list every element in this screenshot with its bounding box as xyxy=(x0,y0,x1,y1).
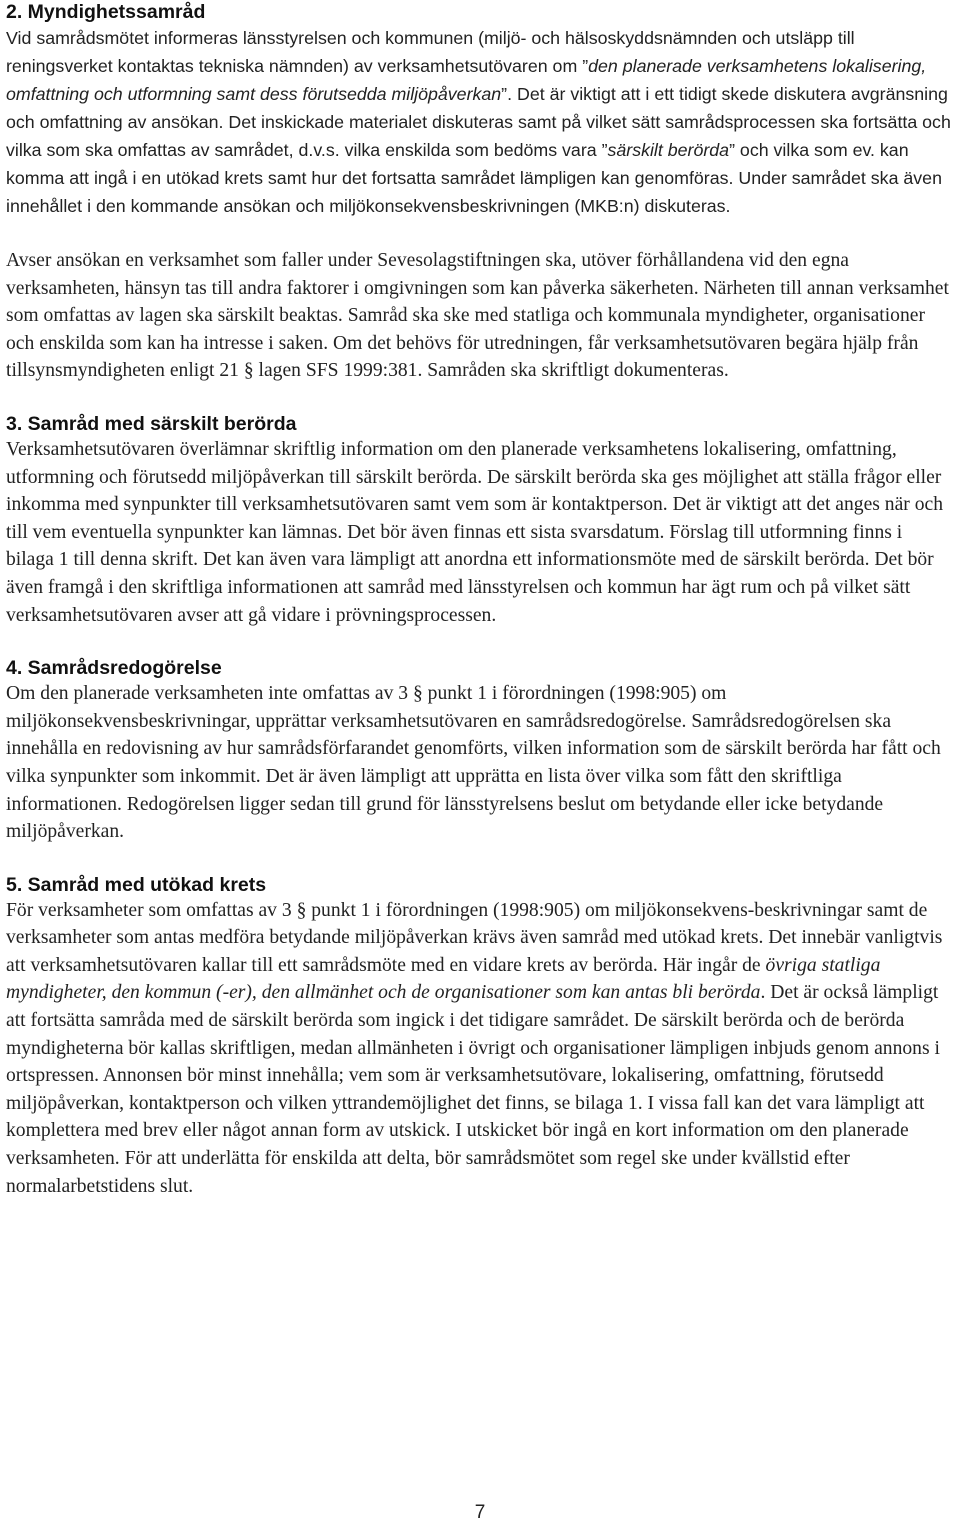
section-heading: 4. Samrådsredogörelse xyxy=(6,657,222,680)
section-heading: 2. Myndighetssamråd xyxy=(6,1,206,23)
document-page xyxy=(6,0,952,1200)
paragraph xyxy=(6,24,952,220)
italic-text-run: övriga statliga myndigheter, den kommun (-er), den allmänhet och de organisationer som kan antas bli berörda xyxy=(6,954,881,1004)
section-heading: 5. Samråd med utökad krets xyxy=(6,873,267,896)
text-run: Avser ansökan en verksamhet som faller under Sevesolagstiftningen ska, utöver förhållandena vid den egna verksamheten, hänsyn tas till andra faktorer i omgivningen som kan påverka säkerheten. Närheten till annan verksamhet som omfattas av lagen ska särskilt beaktas. Samråd ska ske med statliga och kommunala myndigheter, organisationer och enskilda som kan ha intresse i saken. Om det behövs för utredningen, får verksamhetsutövaren begära hjälp från tillsynsmyndigheten enligt 21 § lagen SFS 1999:381. Samråden ska skriftligt dokumenteras. xyxy=(6,250,949,382)
spacer xyxy=(6,385,952,412)
page-number: 7 xyxy=(474,1502,486,1523)
paragraph xyxy=(6,247,952,385)
text-run: Verksamhetsutövaren överlämnar skriftlig information om den planerade verksamhetens lokalisering, omfattning, utformning och förutsedd miljöpåverkan till särskilt berörda. De särskilt berörda ska ges möjlighet att ställa frågor eller inkomma med synpunkter till verksamhetsutövaren samt vem som är kontaktperson. Det är viktigt att det anges när och till vem eventuella synpunkter kan lämnas. Det bör även finnas ett sista svarsdatum. Förslag till utformning finns i bilaga 1 till denna skrift. Det kan även vara lämpligt att anordna ett informationsmöte med de särskilt berörda. Det bör även framgå i den skriftliga informationen att samråd med länsstyrelsen och kommun har ägt rum och på vilket sätt verksamhetsutövaren avser att gå vidare i prövningsprocessen. xyxy=(6,438,944,626)
text-run: Om den planerade verksamheten inte omfattas av 3 § punkt 1 i förordningen (1998:905) om miljökonsekvensbeskrivningar, upprättar verksamhetsutövaren en samrådsredogörelse. Samrådsredogörelsen ska innehålla en redovisning av hur samrådsförfarandet genomförts, vilken information som de särskilt berörda har fått och vilka synpunkter som inkommit. Det är även lämpligt att upprätta en lista över vilka som fått den skriftliga informationen. Redogörelsen ligger sedan till grund för länsstyrelsens beslut om betydande eller icke betydande miljöpåverkan. xyxy=(6,683,941,843)
text-run: ” och vilka som ev. kan komma att ingå i en utökad krets samt hur det fortsatta samrådet lämpligen kan genomföras. Under samrådet ska även innehållet i den kommande ansökan och miljökonsekvensbeskrivningen (MKB:n) diskuteras. xyxy=(6,140,942,216)
text-run: Vid samrådsmötet informeras länsstyrelsen och kommunen (miljö- och hälsoskyddsnämnden och utsläpp till reningsverket kontaktas tekniska nämnden) av verksamhetsutövaren om ” xyxy=(6,28,855,76)
italic-text-run: särskilt berörda xyxy=(607,140,730,160)
spacer xyxy=(6,220,952,247)
text-run: . Det är också lämpligt att fortsätta samråda med de särskilt berörda som ingick i det tidigare samrådet. De särskilt berörda och de berörda myndigheterna bör kallas skriftligen, medan allmänheten i övrigt och organisationer lämpligen inbjuds genom annons i ortspressen. Annonsen bör minst innehålla; vem som är verksamhetsutövare, lokalisering, omfattning, förutsedd miljöpåverkan, kontaktperson och vilken yttrandemöjlighet det finns, se bilaga 1. I vissa fall kan det vara lämpligt att komplettera med brev eller något annan form av utskick. I utskicket bör ingå en kort information om den planerade verksamheten. För att underlätta för enskilda att delta, bör samrådsmötet som regel ske under kvällstid efter normalarbetstidens slut. xyxy=(6,982,940,1197)
italic-text-run: den planerade verksamhetens lokalisering, omfattning och utformning samt dess förutsedda miljöpåverkan xyxy=(6,56,927,104)
section-heading: 3. Samråd med särskilt berörda xyxy=(6,412,297,435)
section-5 xyxy=(6,873,952,1201)
section-4 xyxy=(6,656,952,846)
spacer xyxy=(6,846,952,873)
section-2 xyxy=(6,0,952,385)
text-run: För verksamheter som omfattas av 3 § punkt 1 i förordningen (1998:905) om miljökonsekvens-beskrivningar samt de verksamheter som antas medföra betydande miljöpåverkan krävs även samråd med utökad krets. Det innebär vanligtvis att verksamhetsutövaren kallar till ett samrådsmöte med en vidare krets av berörda. Här ingår de xyxy=(6,899,943,976)
paragraph xyxy=(6,436,952,629)
section-3 xyxy=(6,412,952,629)
paragraph xyxy=(6,680,952,846)
spacer xyxy=(6,629,952,656)
text-run: ”. Det är viktigt att i ett tidigt skede diskutera avgränsning och omfattning av ansökan. Det inskickade materialet diskuteras samt på vilket sätt samrådsprocessen ska fortsätta och vilka som ska omfattas av samrådet, d.v.s. vilka enskilda som bedöms vara ” xyxy=(6,84,951,160)
paragraph xyxy=(6,897,952,1201)
